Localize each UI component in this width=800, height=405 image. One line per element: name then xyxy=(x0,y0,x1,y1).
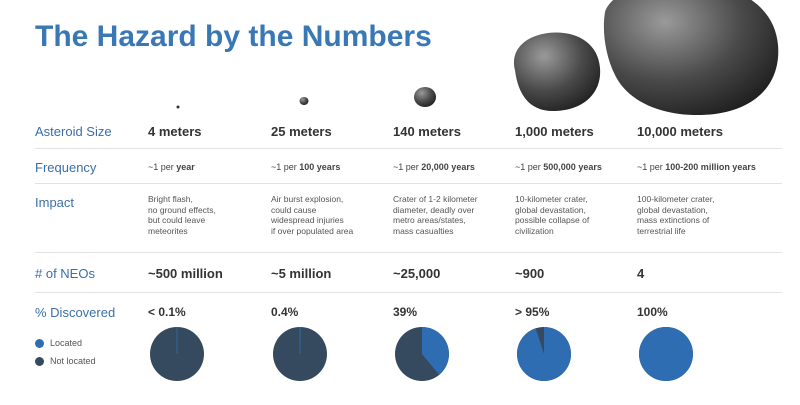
row-label-size: Asteroid Size xyxy=(35,124,112,139)
legend-not-located-swatch xyxy=(35,357,44,366)
frequency-period: 100 years xyxy=(299,162,341,172)
neo-count: 4 xyxy=(637,266,645,281)
frequency-period: 20,000 years xyxy=(421,162,475,172)
frequency-prefix: ~1 per xyxy=(148,162,177,172)
frequency-period: 100-200 million years xyxy=(665,162,756,172)
neo-count: ~900 xyxy=(515,266,545,281)
impact-description: 100-kilometer crater, global devastation, mass extinctions of terrestrial life xyxy=(637,194,715,236)
legend-located-swatch xyxy=(35,339,44,348)
frequency-period: 500,000 years xyxy=(543,162,602,172)
pie-located-slice xyxy=(517,327,571,381)
legend-located-label: Located xyxy=(50,338,83,348)
discovered-percent: > 95% xyxy=(515,305,550,319)
discovered-percent: < 0.1% xyxy=(148,305,186,319)
impact-description: 10-kilometer crater, global devastation, possible collapse of civilization xyxy=(515,194,590,236)
page-title: The Hazard by the Numbers xyxy=(35,20,432,53)
discovered-percent: 0.4% xyxy=(271,305,299,319)
frequency-period: year xyxy=(176,162,195,172)
discovered-percent: 100% xyxy=(637,305,668,319)
size-value: 25 meters xyxy=(271,124,332,139)
row-label-discovered: % Discovered xyxy=(35,305,116,320)
impact-description: Bright flash, no ground effects, but could leave meteorites xyxy=(148,194,216,236)
legend-located xyxy=(35,338,82,348)
size-value: 10,000 meters xyxy=(637,124,724,139)
legend-not-located xyxy=(35,356,96,366)
neo-count: ~25,000 xyxy=(393,266,441,281)
frequency-prefix: ~1 per xyxy=(637,162,666,172)
row-label-frequency: Frequency xyxy=(35,160,97,175)
size-value: 4 meters xyxy=(148,124,202,139)
row-label-impact: Impact xyxy=(35,195,75,210)
neo-count: ~5 million xyxy=(271,266,332,281)
pie-located-slice xyxy=(639,327,693,381)
impact-description: Crater of 1-2 kilometer diameter, deadly over metro areas/states, mass casualties xyxy=(393,194,478,236)
size-value: 1,000 meters xyxy=(515,124,594,139)
frequency-prefix: ~1 per xyxy=(271,162,300,172)
impact-description: Air burst explosion, could cause widespread injuries if over populated area xyxy=(271,194,354,236)
discovered-percent: 39% xyxy=(393,305,418,319)
neo-count: ~500 million xyxy=(148,266,223,281)
frequency-prefix: ~1 per xyxy=(393,162,422,172)
frequency-prefix: ~1 per xyxy=(515,162,544,172)
size-value: 140 meters xyxy=(393,124,461,139)
row-label-neos: # of NEOs xyxy=(35,266,95,281)
legend-not-located-label: Not located xyxy=(50,356,96,366)
